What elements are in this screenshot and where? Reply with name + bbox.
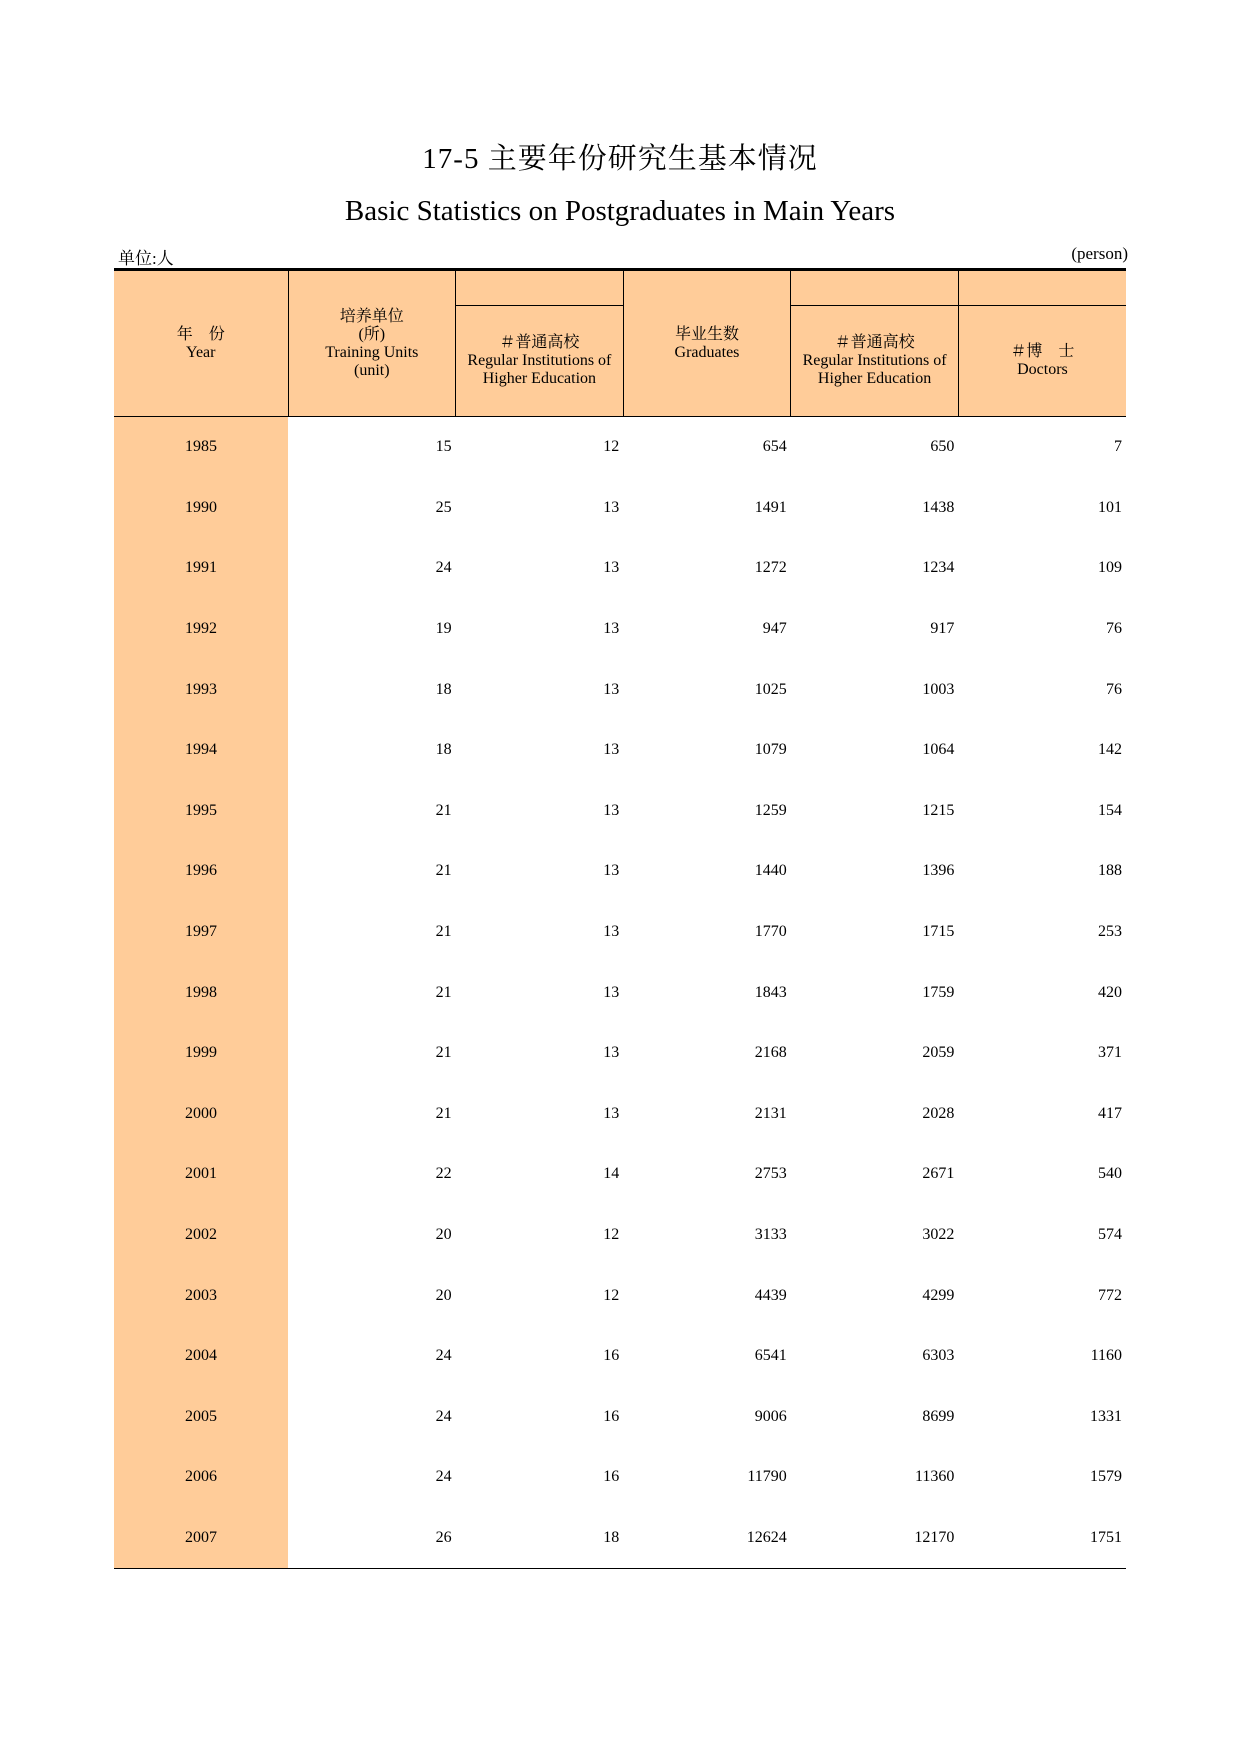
graduates-cell: 3133 <box>754 1226 787 1244</box>
training-units-cell: 19 <box>435 620 452 638</box>
doctors-cell: 7 <box>1114 438 1122 456</box>
year-cell: 1998 <box>114 962 288 1023</box>
unit-label-cn: 单位:人 <box>118 249 174 268</box>
table-body <box>114 417 1126 1569</box>
doctors-cell: 420 <box>1098 983 1122 1001</box>
header-doctors <box>958 306 1126 417</box>
regular-units-cell: 13 <box>603 741 620 759</box>
training-units-cell: 20 <box>435 1286 452 1304</box>
training-units-cell: 24 <box>435 1468 452 1486</box>
table-row <box>114 1447 1126 1508</box>
regular-units-cell: 14 <box>603 1165 620 1183</box>
regular-units-cell: 13 <box>603 983 620 1001</box>
regular-graduates-cell: 1003 <box>922 680 955 698</box>
training-units-cell: 21 <box>435 862 452 880</box>
year-cell: 1990 <box>114 478 288 539</box>
year-cell: 2006 <box>114 1447 288 1508</box>
doctors-cell: 540 <box>1098 1165 1122 1183</box>
header-regular2-en: Regular Institutions of <box>802 352 947 369</box>
regular-graduates-cell: 650 <box>930 438 955 456</box>
graduates-cell: 1272 <box>754 559 787 577</box>
table-row <box>114 1205 1126 1266</box>
training-units-cell: 18 <box>435 680 452 698</box>
table-row <box>114 720 1126 781</box>
doctors-cell: 1751 <box>958 1508 1126 1569</box>
table-row <box>114 1508 1126 1569</box>
doctors-cell: 1579 <box>1090 1468 1122 1486</box>
year-cell: 2005 <box>114 1387 288 1448</box>
year-cell: 2000 <box>114 1084 288 1145</box>
year-cell: 2004 <box>114 1326 288 1387</box>
training-units-cell: 24 <box>435 1347 452 1365</box>
header-doctors-cn: ＃博 士 <box>1010 343 1075 360</box>
training-units-cell: 25 <box>435 498 452 516</box>
regular-graduates-cell: 8699 <box>922 1407 955 1425</box>
graduates-cell: 1440 <box>754 862 787 880</box>
header-year <box>114 270 288 417</box>
regular-graduates-cell: 1064 <box>922 741 955 759</box>
table-row <box>114 599 1126 660</box>
year-cell: 2003 <box>114 1265 288 1326</box>
doctors-cell: 76 <box>1106 680 1122 698</box>
graduates-cell: 2131 <box>754 1104 787 1122</box>
training-units-cell: 22 <box>435 1165 452 1183</box>
year-cell: 1994 <box>114 720 288 781</box>
table-row <box>114 1326 1126 1387</box>
table-row <box>114 841 1126 902</box>
header-graduates-group-cap-2 <box>958 270 1126 306</box>
regular-units-cell: 12 <box>603 1226 620 1244</box>
regular-graduates-cell: 1215 <box>922 801 955 819</box>
doctors-cell: 1160 <box>1090 1347 1122 1365</box>
regular-units-cell: 13 <box>603 1044 620 1062</box>
regular-units-cell: 13 <box>603 680 620 698</box>
regular-units-cell: 16 <box>603 1468 620 1486</box>
regular-graduates-cell: 2059 <box>922 1044 955 1062</box>
graduates-cell: 1025 <box>754 680 787 698</box>
year-cell: 1999 <box>114 1023 288 1084</box>
regular-graduates-cell: 1759 <box>922 983 955 1001</box>
regular-graduates-cell: 2028 <box>922 1104 955 1122</box>
doctors-cell: 188 <box>1098 862 1122 880</box>
page-title-en: Basic Statistics on Postgraduates in Main Years <box>344 195 896 227</box>
regular-units-cell: 13 <box>603 801 620 819</box>
header-graduates <box>623 270 791 417</box>
regular-units-cell: 13 <box>603 923 620 941</box>
header-doctors-en: Doctors <box>1017 361 1068 378</box>
regular-units-cell: 12 <box>603 1286 620 1304</box>
graduates-cell: 11790 <box>747 1468 787 1486</box>
header-training-cn2: (所) <box>358 325 386 343</box>
doctors-cell: 1331 <box>1090 1407 1122 1425</box>
table-row <box>114 962 1126 1023</box>
year-cell: 1991 <box>114 538 288 599</box>
regular-graduates-cell: 11360 <box>914 1468 955 1486</box>
year-cell: 1995 <box>114 781 288 842</box>
header-training-cn: 培养单位 <box>339 307 404 325</box>
year-cell: 2007 <box>114 1508 288 1569</box>
year-cell: 1985 <box>114 417 288 478</box>
graduates-cell: 1770 <box>754 923 787 941</box>
doctors-cell: 76 <box>1106 620 1122 638</box>
doctors-cell: 417 <box>1098 1104 1122 1122</box>
graduates-cell: 1491 <box>754 498 787 516</box>
header-regular-graduates <box>791 306 959 417</box>
year-cell: 1996 <box>114 841 288 902</box>
regular-graduates-cell: 1234 <box>922 559 955 577</box>
regular-graduates-cell: 6303 <box>922 1347 955 1365</box>
training-units-cell: 20 <box>435 1226 452 1244</box>
training-units-cell: 21 <box>435 983 452 1001</box>
graduates-cell: 4439 <box>754 1286 787 1304</box>
regular-graduates-cell: 1438 <box>922 498 955 516</box>
regular-graduates-cell: 12170 <box>791 1508 959 1569</box>
training-units-cell: 21 <box>435 1044 452 1062</box>
header-year-cn: 年 份 <box>176 325 225 343</box>
doctors-cell: 253 <box>1098 923 1122 941</box>
header-training-units <box>288 270 456 417</box>
header-training-en2: (unit) <box>354 361 390 379</box>
graduates-cell: 2168 <box>754 1044 787 1062</box>
training-units-cell: 26 <box>288 1508 456 1569</box>
graduates-cell: 1079 <box>754 741 787 759</box>
doctors-cell: 142 <box>1098 741 1122 759</box>
training-units-cell: 21 <box>435 801 452 819</box>
doctors-cell: 101 <box>1098 498 1122 516</box>
table-row <box>114 1084 1126 1145</box>
header-regular-units <box>456 306 624 417</box>
regular-graduates-cell: 3022 <box>922 1226 955 1244</box>
header-training-group-cap <box>456 270 624 306</box>
graduates-cell: 2753 <box>754 1165 787 1183</box>
training-units-cell: 18 <box>435 741 452 759</box>
regular-graduates-cell: 1715 <box>922 923 955 941</box>
year-cell: 2002 <box>114 1205 288 1266</box>
table-row <box>114 659 1126 720</box>
graduates-cell: 654 <box>762 438 787 456</box>
graduates-cell: 9006 <box>754 1407 787 1425</box>
table-row <box>114 538 1126 599</box>
graduates-cell: 947 <box>762 620 787 638</box>
header-graduates-group-cap-1 <box>791 270 959 306</box>
regular-units-cell: 13 <box>603 620 620 638</box>
header-regular1-en: Regular Institutions of <box>467 352 612 369</box>
regular-graduates-cell: 1396 <box>922 862 955 880</box>
year-cell: 2001 <box>114 1144 288 1205</box>
table-row <box>114 1023 1126 1084</box>
regular-graduates-cell: 4299 <box>922 1286 955 1304</box>
header-training-en: Training Units <box>325 343 419 361</box>
training-units-cell: 21 <box>435 1104 452 1122</box>
graduates-cell: 1843 <box>754 983 787 1001</box>
doctors-cell: 574 <box>1098 1226 1122 1244</box>
header-regular1-cn: ＃普通高校 <box>499 334 580 351</box>
regular-units-cell: 13 <box>603 559 620 577</box>
year-cell: 1992 <box>114 599 288 660</box>
doctors-cell: 109 <box>1098 559 1122 577</box>
regular-units-cell: 13 <box>603 862 620 880</box>
regular-graduates-cell: 917 <box>930 620 955 638</box>
regular-graduates-cell: 2671 <box>922 1165 955 1183</box>
year-cell: 1993 <box>114 659 288 720</box>
graduates-cell: 1259 <box>754 801 787 819</box>
table-row <box>114 417 1126 478</box>
table-row <box>114 781 1126 842</box>
table-row <box>114 1144 1126 1205</box>
header-regular2-cn: ＃普通高校 <box>834 334 915 351</box>
regular-units-cell: 16 <box>603 1347 620 1365</box>
graduates-cell: 6541 <box>754 1347 787 1365</box>
doctors-cell: 772 <box>1098 1286 1122 1304</box>
statistics-table <box>114 268 1126 1569</box>
header-regular1-en2: Higher Education <box>482 370 597 387</box>
regular-units-cell: 13 <box>603 498 620 516</box>
table-row <box>114 1265 1126 1326</box>
regular-units-cell: 16 <box>603 1407 620 1425</box>
graduates-cell: 12624 <box>623 1508 791 1569</box>
doctors-cell: 154 <box>1098 801 1122 819</box>
table-row <box>114 902 1126 963</box>
training-units-cell: 21 <box>435 923 452 941</box>
header-graduates-en: Graduates <box>674 343 740 361</box>
regular-units-cell: 12 <box>603 438 620 456</box>
header-regular2-en2: Higher Education <box>817 370 932 387</box>
training-units-cell: 15 <box>435 438 452 456</box>
header-graduates-cn: 毕业生数 <box>674 325 739 343</box>
year-cell: 1997 <box>114 902 288 963</box>
table-row <box>114 1387 1126 1448</box>
training-units-cell: 24 <box>435 559 452 577</box>
header-year-en: Year <box>186 343 216 361</box>
doctors-cell: 371 <box>1098 1044 1122 1062</box>
training-units-cell: 24 <box>435 1407 452 1425</box>
table-row <box>114 478 1126 539</box>
regular-units-cell: 13 <box>603 1104 620 1122</box>
regular-units-cell: 18 <box>456 1508 624 1569</box>
unit-label-en: (person) <box>1071 244 1128 263</box>
page-title-cn: 17-5 主要年份研究生基本情况 <box>422 143 818 175</box>
